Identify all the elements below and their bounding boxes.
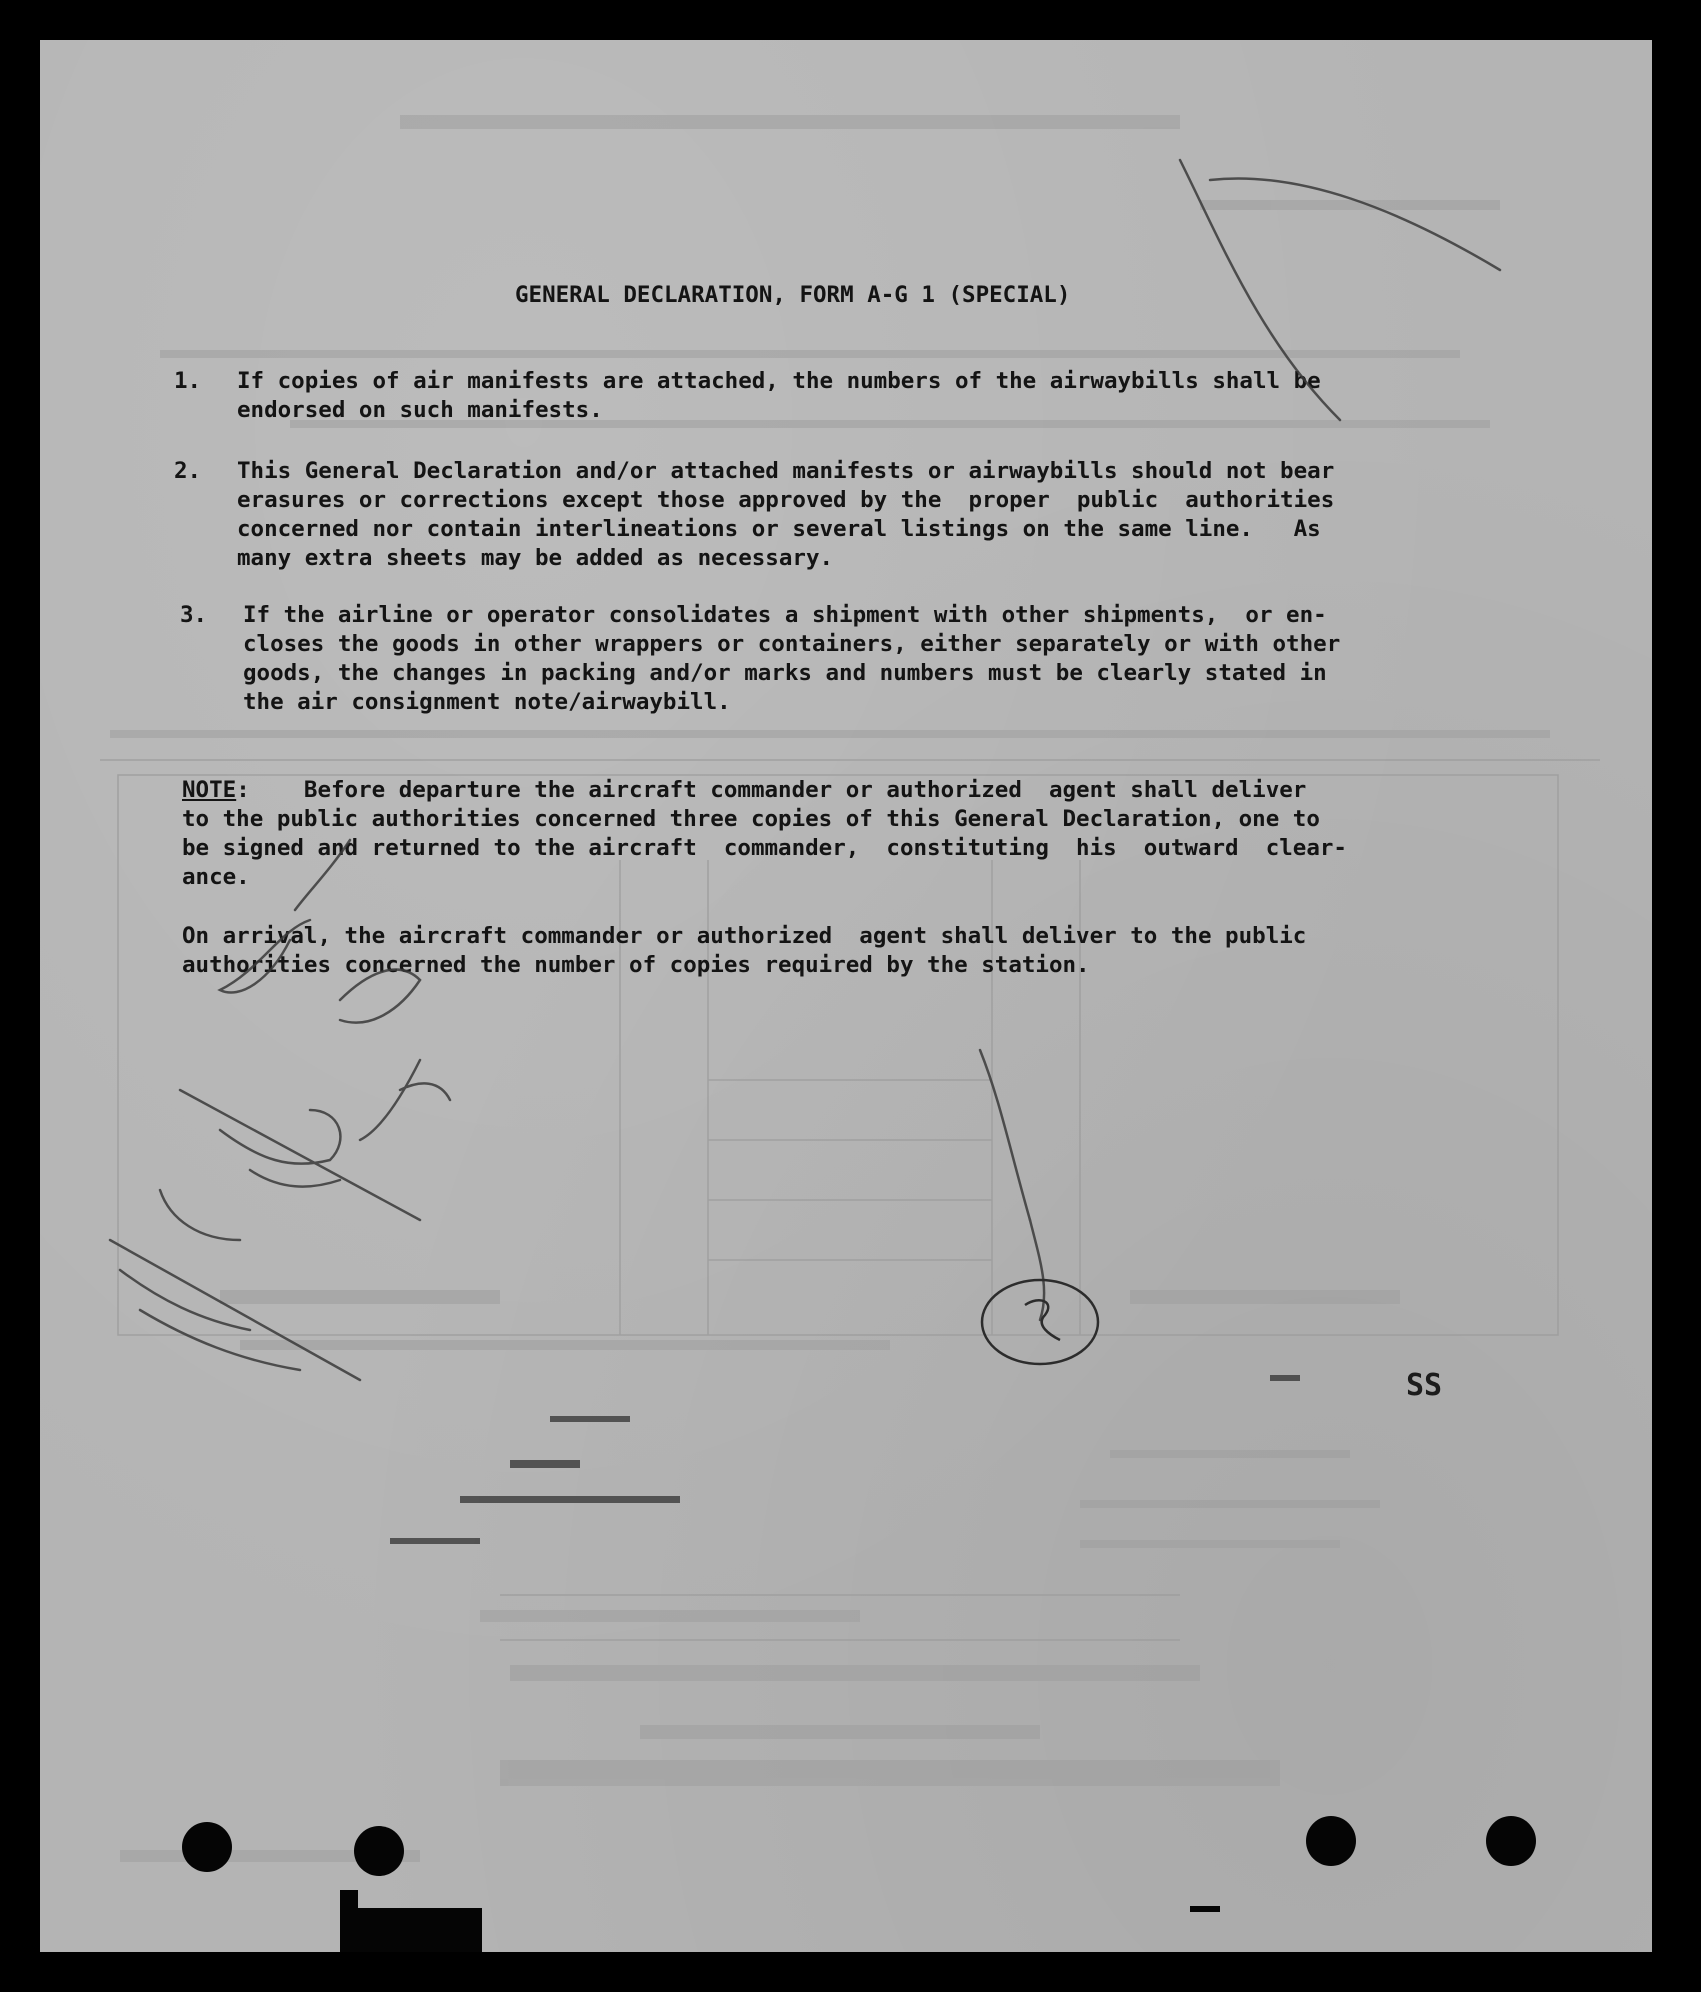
ghost-text-band: [240, 1340, 890, 1350]
punch-hole: [354, 1826, 404, 1876]
document-title: GENERAL DECLARATION, FORM A-G 1 (SPECIAL): [515, 282, 1071, 308]
instruction-item: If copies of air manifests are attached, the numbers of the airwaybills shall be endorsed on such manifests.: [237, 368, 1321, 423]
bleed-through-marks: [40, 40, 1652, 1952]
item-number: 2.: [174, 458, 202, 484]
arrival-paragraph: On arrival, the aircraft commander or authorized agent shall deliver to the public authorities concerned the number of copies required by the station.: [182, 923, 1307, 978]
note-label: NOTE: [182, 777, 237, 803]
document-page: [40, 40, 1652, 1952]
punch-hole: [1306, 1816, 1356, 1866]
note-text: : Before departure the aircraft commander or authorized agent shall deliver to the public authorities concerned three copies of this General Declaration, one to be signed and returned to the aircraft commander, constituting his outward clear- ance.: [182, 777, 1347, 890]
ghost-text-band: [220, 1290, 500, 1304]
ghost-text-band: [640, 1725, 1040, 1739]
ghost-text-band: [1110, 1450, 1350, 1458]
punch-hole: [1486, 1816, 1536, 1866]
punch-hole: [182, 1822, 232, 1872]
ghost-text-band: [500, 1760, 1280, 1786]
page-mark: SS: [1406, 1368, 1443, 1403]
ghost-text-band: [510, 1665, 1200, 1681]
ghost-text-band: [1080, 1540, 1340, 1548]
instruction-item: If the airline or operator consolidates a shipment with other shipments, or en- closes the goods in other wrappers or containers, either separately or with other goods, the changes in packing and/or marks and numbers must be clearly stated in the air consignment note/airwaybill.: [243, 602, 1341, 715]
item-number: 3.: [180, 602, 208, 628]
instruction-item: This General Declaration and/or attached manifests or airwaybills should not bear erasures or corrections except those approved by the proper public authorities concerned nor contain interlineations or several listings on the same line. As many extra sheets may be added as necessary.: [237, 458, 1335, 571]
ghost-text-band: [110, 730, 1550, 738]
ghost-text-band: [160, 350, 1460, 358]
ghost-text-band: [480, 1610, 860, 1622]
ghost-text-band: [1080, 1500, 1380, 1508]
note-paragraph: [182, 776, 1347, 892]
ghost-text-band: [1130, 1290, 1400, 1304]
item-number: 1.: [174, 368, 202, 394]
ghost-text-band: [400, 115, 1180, 129]
ghost-text-band: [1200, 200, 1500, 210]
